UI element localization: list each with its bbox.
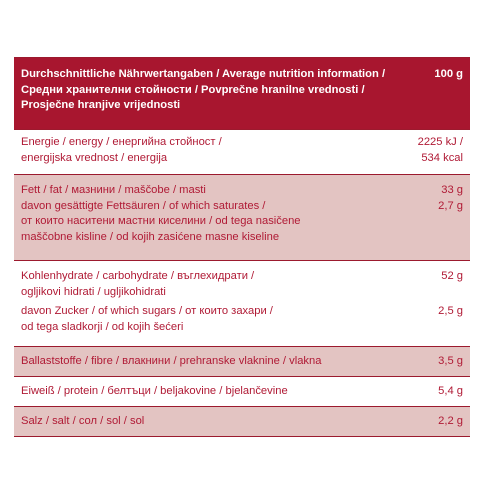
salt-value: 2,2 g xyxy=(438,415,463,427)
saturates-label-1: davon gesättigte Fettsäuren / of which saturates / xyxy=(21,199,266,212)
sugars-value: 2,5 g xyxy=(438,305,463,317)
table-header xyxy=(14,58,470,129)
carbs-label-1: Kohlenhydrate / carbohydrate / въглехидрати / xyxy=(21,270,255,282)
protein-label: Eiweiß / protein / белтъци / beljakovine / bjelančevine xyxy=(21,385,288,397)
sugars-label-2: od tega sladkorji / od kojih šećeri xyxy=(21,320,184,333)
protein-value: 5,4 g xyxy=(438,385,463,397)
fat-value: 33 g xyxy=(441,184,463,196)
fat-label: Fett / fat / мазнини / maščobe / masti xyxy=(21,184,206,196)
sugars-label-1: davon Zucker / of which sugars / от които захари / xyxy=(21,305,273,317)
header-line-1: Durchschnittliche Nährwertangaben / Average nutrition information / xyxy=(21,68,386,80)
energy-value-kj: 2225 kJ / xyxy=(417,136,463,148)
nutrition-table xyxy=(14,57,470,437)
energy-label-2: energijska vrednost / energija xyxy=(21,151,168,164)
table-row-fibre xyxy=(14,346,470,376)
table-row-protein xyxy=(14,376,470,406)
table-row-carbohydrate xyxy=(14,260,470,346)
table-row-salt xyxy=(14,406,470,436)
energy-value-kcal: 534 kcal xyxy=(421,151,463,164)
fibre-label: Ballaststoffe / fibre / влакнини / prehranske vlaknine / vlakna xyxy=(21,355,322,367)
energy-label-1: Energie / energy / енергийна стойност / xyxy=(21,136,222,148)
header-line-2: Средни хранителни стойности / Povprečne hranilne vrednosti / xyxy=(21,83,365,96)
header-line-3: Prosječne hranjive vrijednosti xyxy=(21,99,181,111)
table-row-fat xyxy=(14,174,470,260)
saturates-label-3: maščobne kisline / od kojih zasićene masne kiseline xyxy=(21,230,280,243)
salt-label: Salz / salt / сол / sol / sol xyxy=(21,415,145,427)
carbs-value: 52 g xyxy=(441,270,463,282)
saturates-label-2: от които наситени мастни киселини / od tega nasičene xyxy=(21,215,301,227)
header-unit: 100 g xyxy=(434,68,463,80)
saturates-value: 2,7 g xyxy=(438,199,463,212)
fibre-value: 3,5 g xyxy=(438,355,463,367)
carbs-label-2: ogljikovi hidrati / ugljikohidrati xyxy=(21,285,166,298)
table-row-energy xyxy=(14,129,470,174)
